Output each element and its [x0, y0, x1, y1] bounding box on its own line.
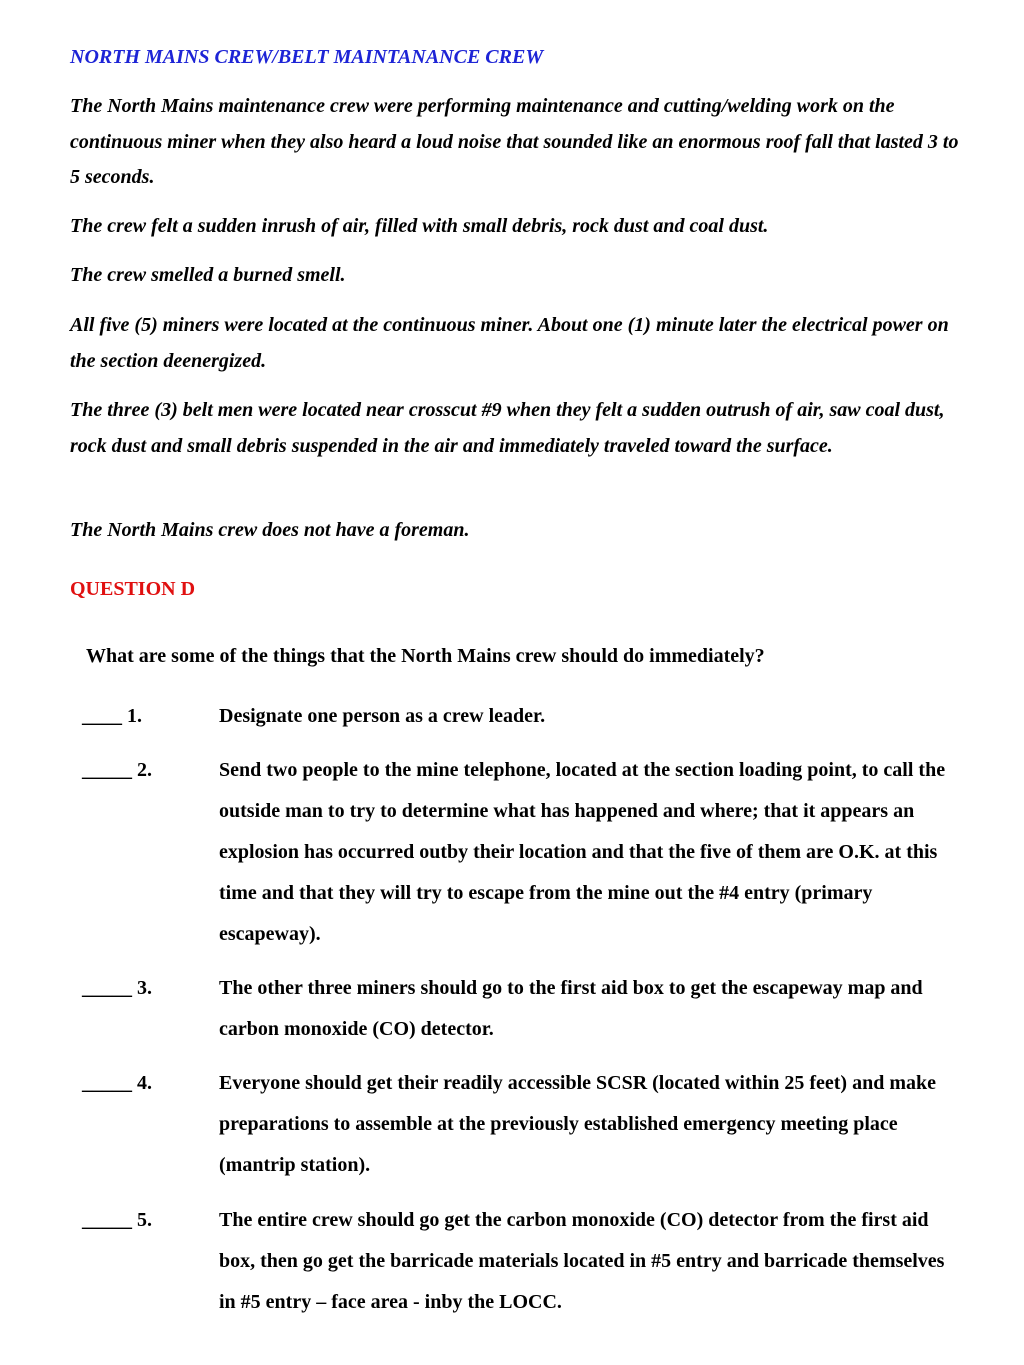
paragraph-inrush-air: The crew felt a sudden inrush of air, filled with small debris, rock dust and coal dust.: [70, 215, 769, 237]
paragraph-maintenance-crew: The North Mains maintenance crew were performing maintenance and cutting/welding work on the continuous miner when they also heard a loud noise that sounded like an enormous roof fall that lasted 3 to 5 seconds.: [70, 95, 959, 188]
answer-text: Everyone should get their readily accessible SCSR (located within 25 feet) and make preparations to assemble at the previously established emergency meeting place (mantrip station).: [219, 1072, 937, 1176]
answer-number: _____ 2.: [82, 759, 152, 781]
paragraph-belt-men: The three (3) belt men were located near crosscut #9 when they felt a sudden outrush of air, saw coal dust, rock dust and small debris suspended in the air and immediately traveled toward the surface.: [70, 399, 945, 457]
section-title: NORTH MAINS CREW/BELT MAINTANANCE CREW: [70, 46, 544, 68]
answer-text: The entire crew should go get the carbon monoxide (CO) detector from the first aid box, then go get the barricade materials located in #5 entry and barricade themselves in #5 entry – face area - inby the LOCC.: [219, 1209, 945, 1313]
answer-number: _____ 4.: [82, 1072, 152, 1094]
paragraph-burned-smell: The crew smelled a burned smell.: [70, 264, 346, 286]
answer-number: _____ 5.: [82, 1209, 152, 1231]
answer-number: _____ 3.: [82, 977, 152, 999]
paragraph-miners-location: All five (5) miners were located at the continuous miner. About one (1) minute later the electrical power on the section deenergized.: [70, 314, 949, 372]
answer-number: ____ 1.: [82, 705, 142, 727]
answer-text: Send two people to the mine telephone, located at the section loading point, to call the outside man to try to determine what has happened and where; that it appears an explosion has occurred outby their location and that the five of them are O.K. at this time and that they will try to escape from the mine out the #4 entry (primary escapeway).: [219, 759, 946, 945]
question-prompt: What are some of the things that the North Mains crew should do immediately?: [86, 645, 765, 667]
paragraph-no-foreman: The North Mains crew does not have a foreman.: [70, 519, 470, 541]
answer-text: The other three miners should go to the first aid box to get the escapeway map and carbon monoxide (CO) detector.: [219, 977, 923, 1040]
question-heading: QUESTION D: [70, 578, 196, 600]
answer-text: Designate one person as a crew leader.: [219, 705, 546, 727]
